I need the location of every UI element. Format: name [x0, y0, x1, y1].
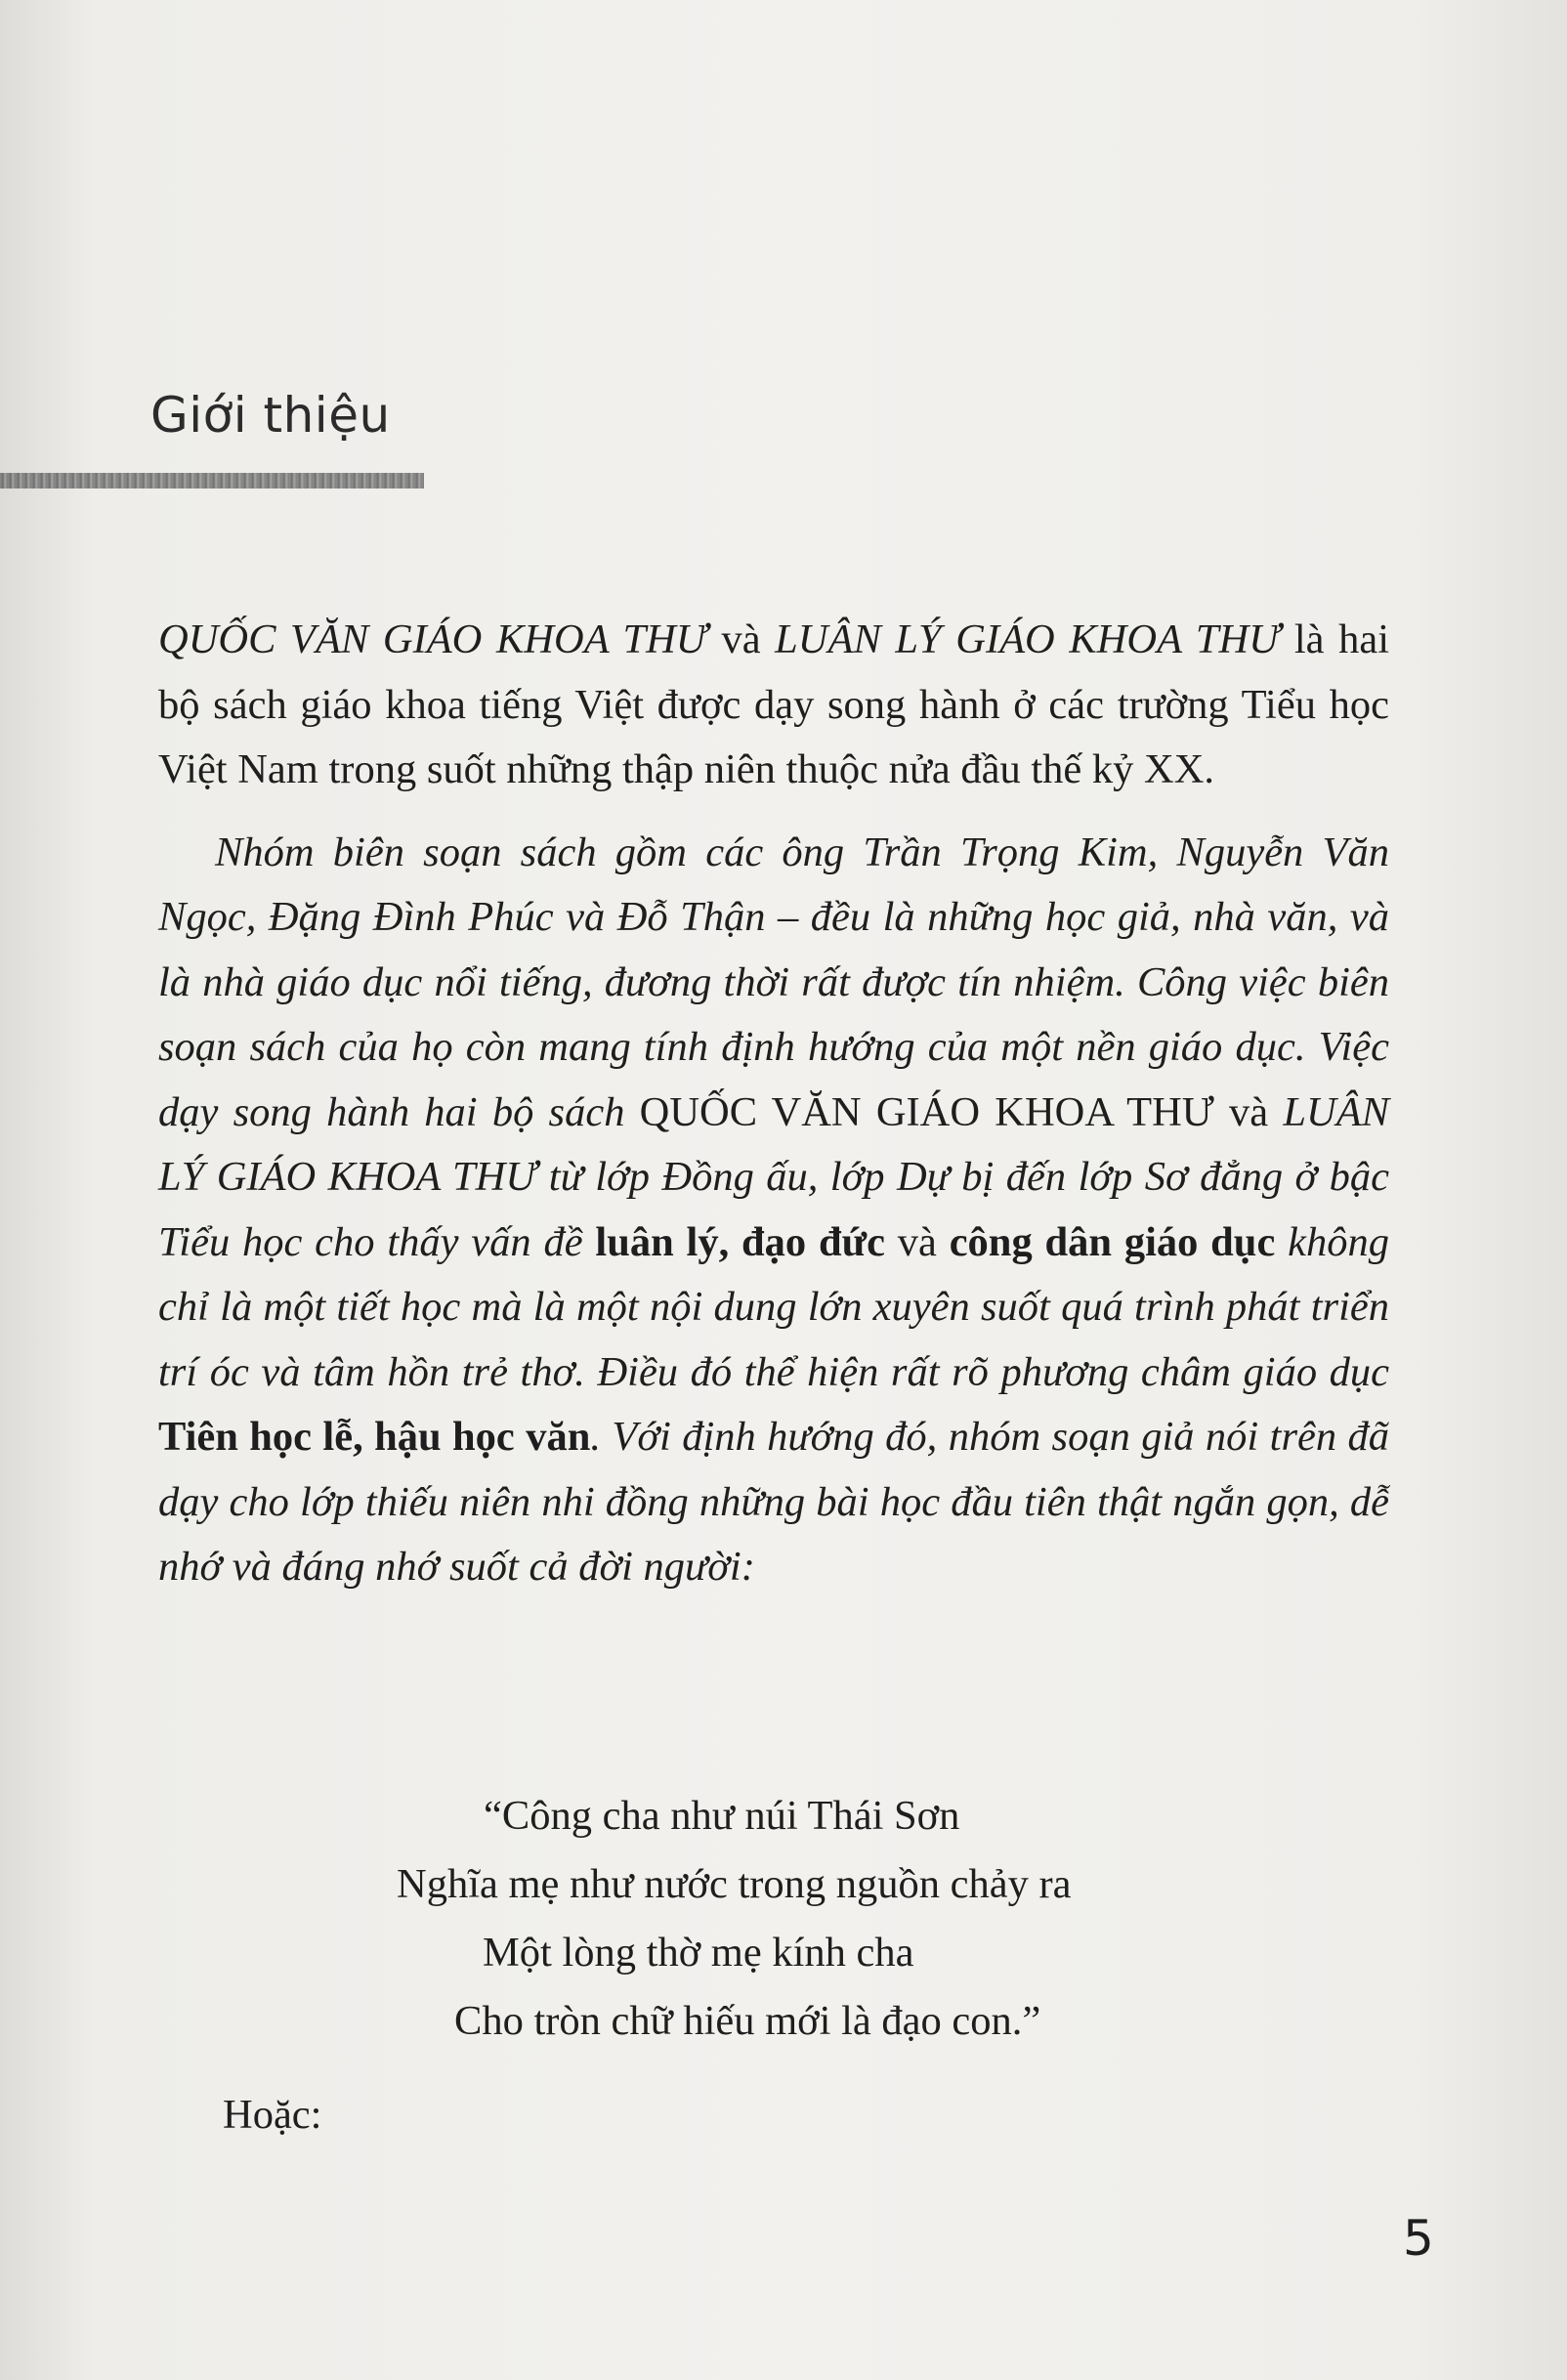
- conjunction: và: [706, 616, 776, 662]
- book-title-quoc-van: QUỐC VĂN GIÁO KHOA THƯ: [158, 616, 707, 662]
- emphasis-motto: Tiên học lễ, hậu học văn: [158, 1414, 591, 1460]
- verse-line: “Công cha như núi Thái Sơn: [484, 1793, 960, 1839]
- section-heading: Giới thiệu: [150, 387, 391, 444]
- conjunction-3: và: [884, 1218, 950, 1265]
- verse-line: Cho tròn chữ hiếu mới là đạo con.”: [454, 1998, 1041, 2044]
- page-number: 5: [1403, 2210, 1434, 2267]
- closing-word: Hoặc:: [223, 2092, 322, 2138]
- paragraph-authors: [158, 821, 1389, 1600]
- emphasis-luan-ly: luân lý, đạo đức: [595, 1218, 885, 1265]
- book-title-quoc-van-2: QUỐC VĂN GIÁO KHOA THƯ: [639, 1088, 1214, 1135]
- paragraph-intro: [158, 608, 1389, 803]
- paragraph-authors-part4: . Với định hướng đó, nhóm soạn giả nói trên đã dạy cho lớp thiếu niên nhi đồng những bài học đầu tiên thật ngắn gọn, dễ nhớ và đáng nhớ suốt cả đời người:: [158, 1414, 1390, 1590]
- conjunction-2: và: [1213, 1088, 1284, 1135]
- body-text: [158, 608, 1389, 1600]
- verse-line: Một lòng thờ mẹ kính cha: [483, 1930, 914, 1976]
- emphasis-cong-dan: công dân giáo dục: [949, 1218, 1276, 1265]
- book-title-luan-ly: LUÂN LÝ GIÁO KHOA THƯ: [775, 616, 1281, 662]
- paragraph-authors-part3: không chỉ là một tiết học mà là một nội dung lớn xuyên suốt quá trình phát triển trí óc và tâm hồn trẻ thơ. Điều đó thể hiện rất rõ phương châm giáo dục: [158, 1218, 1389, 1395]
- heading-underline: [0, 473, 424, 489]
- paragraph-authors-part1: Nhóm biên soạn sách gồm các ông Trần Trọng Kim, Nguyễn Văn Ngọc, Đặng Đình Phúc và Đỗ Thận – đều là những học giả, nhà văn, và là nhà giáo dục nổi tiếng, đương thời rất được tín nhiệm. Công việc biên soạn sách của họ còn mang tính định hướng của một nền giáo dục. Việc dạy song hành hai bộ sách: [158, 829, 1389, 1135]
- verse-line: Nghĩa mẹ như nước trong nguồn chảy ra: [397, 1861, 1072, 1907]
- book-title-luan-ly-2: LUÂN LÝ GIÁO KHOA THƯ: [158, 1088, 1389, 1200]
- paragraph-authors-part2: từ lớp Đồng ấu, lớp Dự bị đến lớp Sơ đẳng ở bậc Tiểu học cho thấy vấn đề: [158, 1154, 1389, 1265]
- paragraph-intro-rest: là hai bộ sách giáo khoa tiếng Việt được dạy song hành ở các trường Tiểu học Việt Nam trong suốt những thập niên thuộc nửa đầu thế kỷ XX.: [158, 616, 1390, 792]
